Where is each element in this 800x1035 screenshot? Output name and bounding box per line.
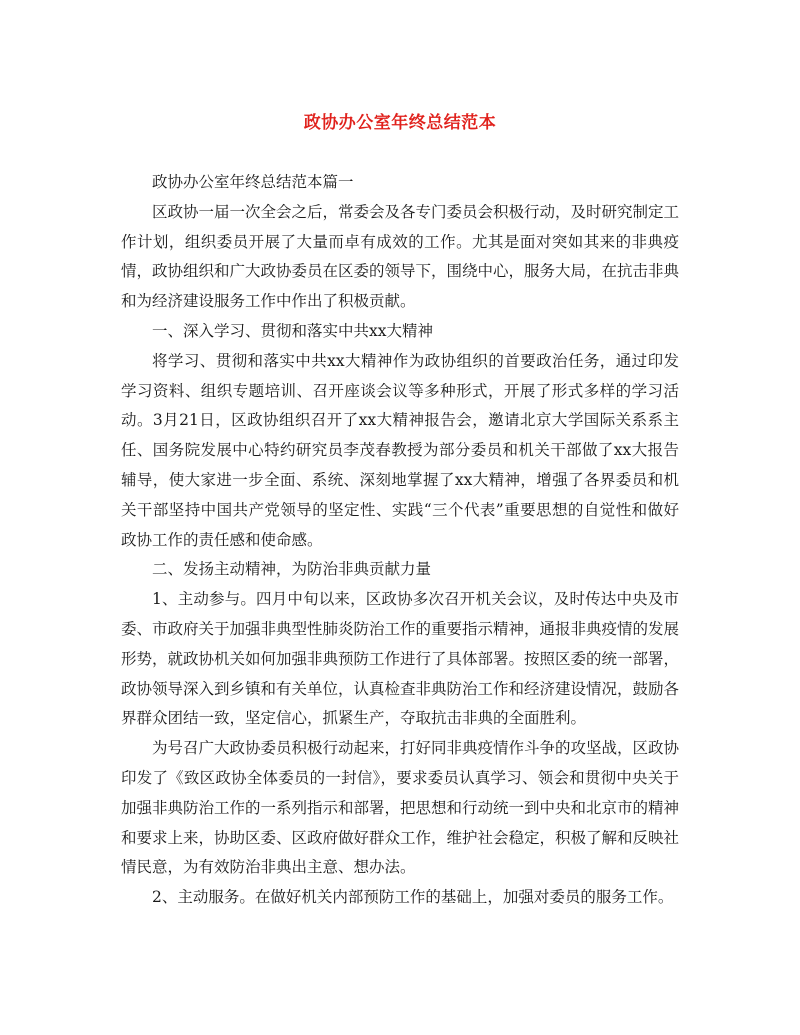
paragraph-intro: 区政协一届一次全会之后，常委会及各专门委员会积极行动，及时研究制定工作计划，组织委员开展了大量而卓有成效的工作。尤其是面对突如其来的非典疫情，政协组织和广大政协委员在区委的领导下，围绕中心，服务大局，在抗击非典和为经济建设服务工作中作出了积极贡献。 xyxy=(121,202,680,311)
document-body xyxy=(121,168,679,913)
paragraph-service: 2、主动服务。在做好机关内部预防工作的基础上，加强对委员的服务工作。 xyxy=(152,888,674,907)
paragraph-letter: 为号召广大政协委员积极行动起来，打好同非典疫情作斗争的攻坚战，区政协印发了《致区政协全体委员的一封信》，要求委员认真学习、领会和贯彻中央关于加强非典防治工作的一系列指示和部署，把思想和行动统一到中央和北京市的精神和要求上来，协助区委、区政府做好群众工作，维护社会稳定，积极了解和反映社情民意，为有效防治非典出主意、想办法。 xyxy=(121,739,680,877)
paragraph-study: 将学习、贯彻和落实中共xx大精神作为政协组织的首要政治任务，通过印发学习资料、组织专题培训、召开座谈会议等多种形式，开展了形式多样的学习活动。3月21日，区政协组织召开了xx大精神报告会，邀请北京大学国际关系系主任、国务院发展中心特约研究员李茂春教授为部分委员和机关干部做了xx大报告辅导，使大家进一步全面、系统、深刻地掌握了xx大精神，增强了各界委员和机关干部坚持中国共产党领导的坚定性、实践“三个代表”重要思想的自觉性和做好政协工作的责任感和使命感。 xyxy=(121,351,679,549)
document-title: 政协办公室年终总结范本 xyxy=(303,113,497,133)
paragraph-heading-1: 一、深入学习、贯彻和落实中共xx大精神 xyxy=(152,321,433,340)
paragraph-heading-2: 二、发扬主动精神，为防治非典贡献力量 xyxy=(152,560,432,579)
paragraph-section-heading: 政协办公室年终总结范本篇一 xyxy=(152,173,354,191)
paragraph-participation: 1、主动参与。四月中旬以来，区政协多次召开机关会议，及时传达中央及市委、市政府关于加强非典型性肺炎防治工作的重要指示精神，通报非典疫情的发展形势，就政协机关如何加强非典预防工作进行了具体部署。按照区委的统一部署，政协领导深入到乡镇和有关单位，认真检查非典防治工作和经济建设情况，鼓励各界群众团结一致，坚定信心，抓紧生产，夺取抗击非典的全面胜利。 xyxy=(121,590,680,728)
